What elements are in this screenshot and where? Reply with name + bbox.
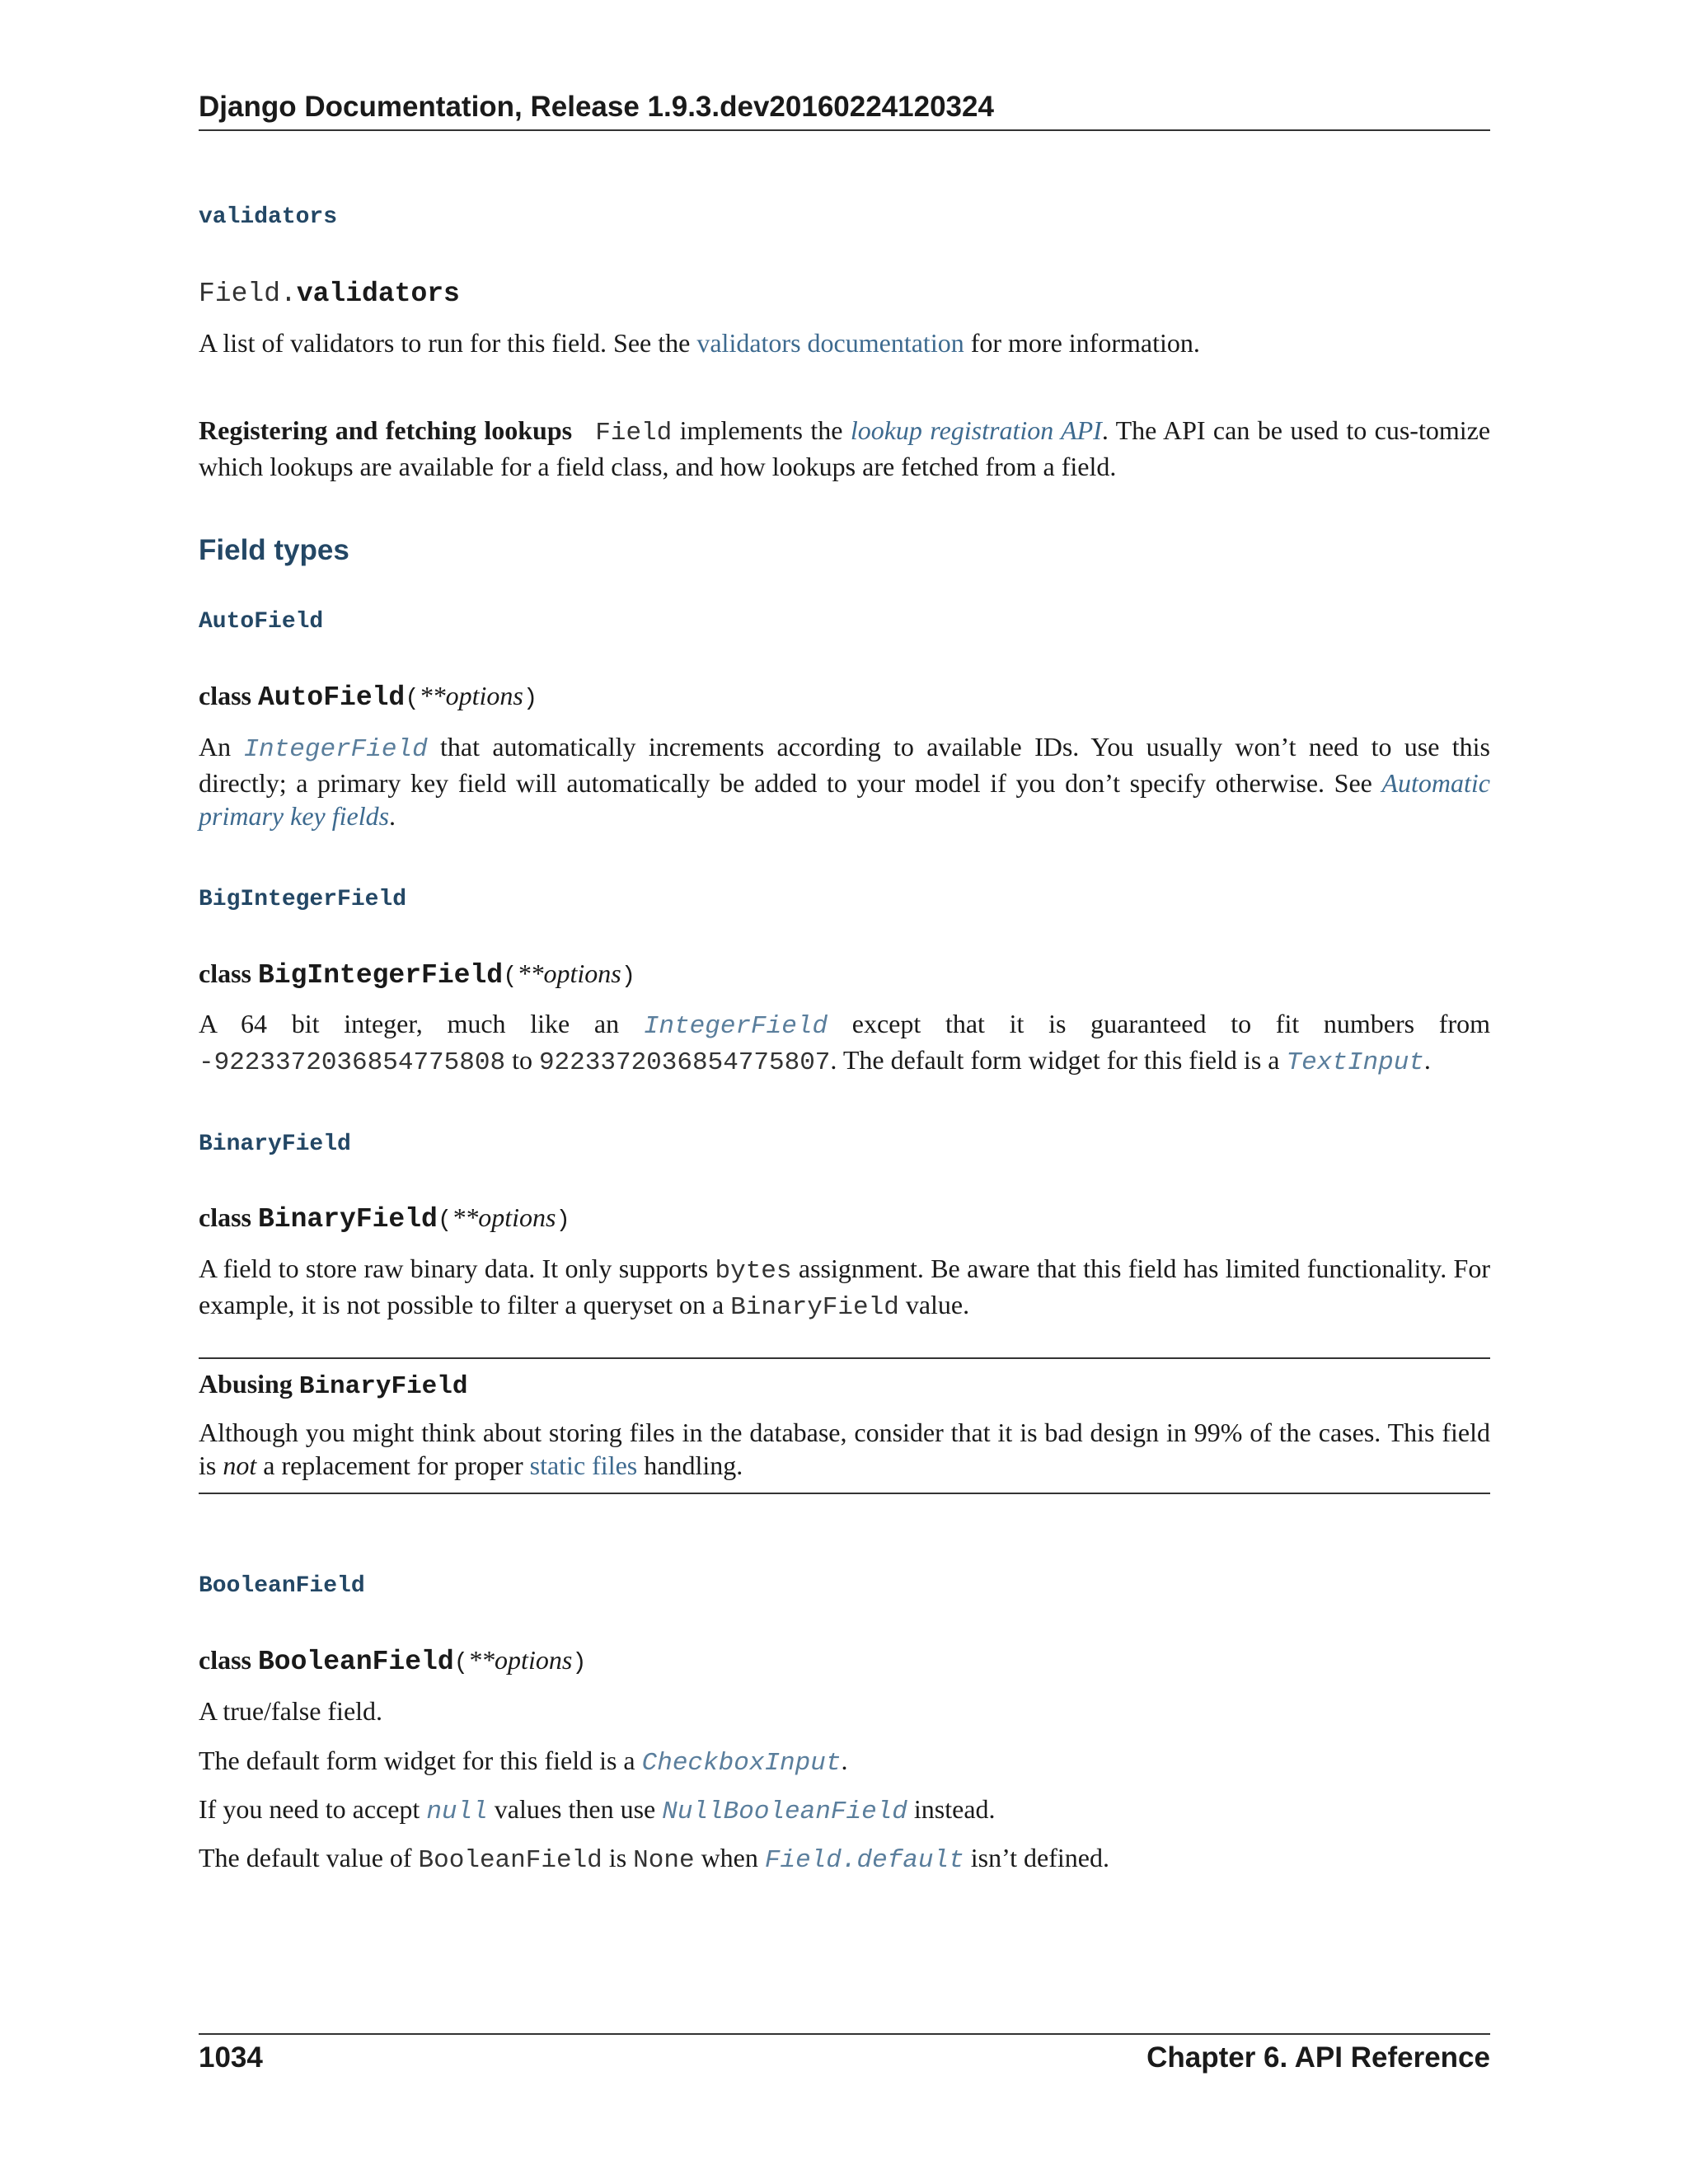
field-types-heading: Field types xyxy=(199,534,349,566)
bigintegerfield-signature: class BigIntegerField(**options) xyxy=(199,958,636,991)
lookups-code: Field xyxy=(595,419,673,448)
textinput-link[interactable]: TextInput xyxy=(1286,1048,1424,1077)
static-files-link[interactable]: static files xyxy=(529,1451,638,1480)
booleanfield-code: BooleanField xyxy=(418,1846,603,1875)
checkboxinput-link[interactable]: CheckboxInput xyxy=(641,1749,842,1778)
null-link[interactable]: null xyxy=(426,1797,488,1826)
lookups-paragraph: Registering and fetching lookups Field implements the lookup registration API. The API can be used to cus-tomize which lookups are available for a field class, and how lookups are fetched from a field. xyxy=(199,415,1491,481)
nullbooleanfield-link[interactable]: NullBooleanField xyxy=(662,1797,907,1826)
validators-description: A list of validators to run for this field. See the validators documentation for more information. xyxy=(199,328,1200,358)
note-bottom-rule xyxy=(199,1493,1490,1494)
booleanfield-p2: The default form widget for this field is a CheckboxInput. xyxy=(199,1746,848,1778)
booleanfield-p4: The default value of BooleanField is None when Field.default isn’t defined. xyxy=(199,1843,1109,1875)
note-top-rule xyxy=(199,1357,1490,1359)
chapter-title: Chapter 6. API Reference xyxy=(1146,2041,1490,2074)
running-header-title: Django Documentation, Release 1.9.3.dev20160224120324 xyxy=(199,91,994,123)
validators-documentation-link[interactable]: validators documentation xyxy=(696,328,964,358)
lookups-label: Registering and fetching lookups xyxy=(199,415,573,445)
section-heading-validators[interactable]: validators xyxy=(199,204,338,230)
min-value: -9223372036854775808 xyxy=(199,1048,506,1077)
binaryfield-signature: class BinaryField(**options) xyxy=(199,1202,570,1235)
none-code: None xyxy=(633,1846,695,1875)
automatic-primary-key-fields-link[interactable]: Automatic primary key fields xyxy=(199,768,1490,831)
note-body: Although you might think about storing files in the database, consider that it is bad design in 99% of the cases. This field is not a replacement for proper static files handling. xyxy=(199,1418,1490,1480)
binaryfield-code: BinaryField xyxy=(730,1293,899,1322)
field-default-link[interactable]: Field.default xyxy=(764,1846,964,1875)
section-heading-booleanfield[interactable]: BooleanField xyxy=(199,1573,365,1599)
bigintegerfield-description: A 64 bit integer, much like an IntegerField except that it is guaranteed to fit numbers from -9223372036854775808 to 9223372036854775807. The default form widget for this field is a TextInput. xyxy=(199,1009,1491,1077)
note-title: Abusing BinaryField xyxy=(199,1369,468,1401)
signature-name: validators xyxy=(296,279,460,309)
lookup-registration-api-link[interactable]: lookup registration API xyxy=(850,415,1102,445)
booleanfield-p1: A true/false field. xyxy=(199,1696,383,1726)
section-heading-autofield[interactable]: AutoField xyxy=(199,609,324,635)
section-heading-bigintegerfield[interactable]: BigIntegerField xyxy=(199,887,407,912)
booleanfield-signature: class BooleanField(**options) xyxy=(199,1645,587,1677)
autofield-signature: class AutoField(**options) xyxy=(199,681,538,713)
binaryfield-description: A field to store raw binary data. It only supports bytes assignment. Be aware that this field has limited functionality. For example, it is not possible to filter a queryset on a BinaryField value. xyxy=(199,1254,1490,1322)
integerfield-link[interactable]: IntegerField xyxy=(243,735,428,764)
page-number: 1034 xyxy=(199,2041,263,2074)
integerfield-link[interactable]: IntegerField xyxy=(643,1012,828,1041)
section-heading-binaryfield[interactable]: BinaryField xyxy=(199,1132,351,1157)
bytes-code: bytes xyxy=(715,1257,792,1286)
autofield-description: An IntegerField that automatically increments according to available IDs. You usually won’t need to use this directly; a primary key field will automatically be added to your model if you don’t specify otherwise. See Automatic primary key fields. xyxy=(199,732,1491,831)
header-rule xyxy=(199,129,1490,131)
booleanfield-p3: If you need to accept null values then use NullBooleanField instead. xyxy=(199,1794,996,1826)
max-value: 9223372036854775807 xyxy=(538,1048,831,1077)
footer-rule xyxy=(199,2033,1490,2035)
attribute-signature xyxy=(199,278,460,309)
signature-prefix: Field. xyxy=(199,279,297,309)
